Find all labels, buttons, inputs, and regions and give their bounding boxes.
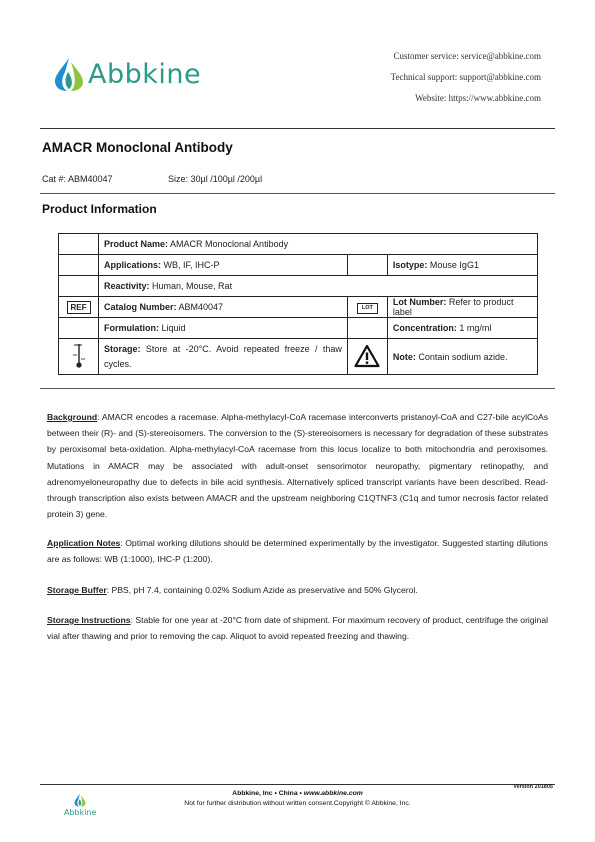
storage-buffer-paragraph xyxy=(47,582,548,598)
droplet-logo-icon xyxy=(73,793,87,807)
table-row xyxy=(59,255,538,276)
empty-icon-cell xyxy=(59,234,99,255)
background-label: Background xyxy=(47,412,98,422)
footer-copyright: Not for further distribution without written consent.Copyright © Abbkine, Inc. xyxy=(184,800,411,807)
note-cell: Note: Contain sodium azide. xyxy=(387,339,537,375)
ref-icon: REF xyxy=(67,301,91,314)
droplet-logo-icon xyxy=(52,56,86,92)
background-paragraph xyxy=(47,409,548,522)
table-row xyxy=(59,276,538,297)
empty-icon-cell xyxy=(59,318,99,339)
footer-logo-text: Abbkine xyxy=(64,808,97,817)
catalog-line xyxy=(42,174,263,184)
application-notes-paragraph xyxy=(47,535,548,567)
product-size: Size: 30µl /100µl /200µl xyxy=(168,174,263,184)
table-divider xyxy=(40,388,555,389)
storage-cell: Storage: Store at -20°C. Avoid repeated freeze / thaw cycles. xyxy=(99,339,348,375)
footer-divider xyxy=(40,784,555,785)
page-header xyxy=(0,0,595,130)
empty-icon-cell xyxy=(347,318,387,339)
table-row xyxy=(59,339,538,375)
product-info-table xyxy=(58,233,538,375)
application-notes-text: : Optimal working dilutions should be determined experimentally by the investigator. Suggested starting dilutions are as follows: WB (1:1000), IHC-P (1:200). xyxy=(47,538,548,565)
isotype-cell: Isotype: Mouse IgG1 xyxy=(387,255,537,276)
thermometer-icon xyxy=(71,341,87,371)
table-row xyxy=(59,318,538,339)
title-divider xyxy=(40,193,555,194)
header-divider xyxy=(40,128,555,129)
storage-buffer-label: Storage Buffer xyxy=(47,585,107,595)
application-notes-label: Application Notes xyxy=(47,538,121,548)
lot-icon: LOT xyxy=(357,303,378,314)
website-line: Website: https://www.abbkine.com xyxy=(415,93,541,103)
empty-icon-cell xyxy=(347,255,387,276)
table-row xyxy=(59,234,538,255)
storage-instructions-label: Storage Instructions xyxy=(47,615,131,625)
applications-cell: Applications: WB, IF, IHC-P xyxy=(99,255,348,276)
logo-text: Abbkine xyxy=(88,58,202,90)
section-title: Product Information xyxy=(42,202,157,216)
customer-service-line: Customer service: service@abbkine.com xyxy=(393,51,541,61)
concentration-cell: Concentration: 1 mg/ml xyxy=(387,318,537,339)
lot-number-cell: Lot Number: Refer to product label xyxy=(387,297,537,318)
warning-icon xyxy=(354,344,380,368)
table-row xyxy=(59,297,538,318)
catalog-number: Cat #: ABM40047 xyxy=(42,174,113,184)
empty-icon-cell xyxy=(59,276,99,297)
reactivity-cell: Reactivity: Human, Mouse, Rat xyxy=(99,276,538,297)
thermometer-icon-cell xyxy=(59,339,99,375)
background-text: : AMACR encodes a racemase. Alpha-methylacyl-CoA racemase interconverts pristanoyl-CoA and C27-bile acylCoAs between their (R)- and (S)-stereoisomers. The conversion to the (S)-stereoisomers is necessary for degradation of these substrates by peroxisomal beta-oxidation. Alpha-methylacyl-CoA racemase from this locus localize to both mitochondria and peroxisomes. Mutations in AMACR may be associated with adult-onset sensorimotor neuropathy, pigmentary retinopathy, and adrenomyeloneuropathy due to defects in bile acid synthesis. Alternatively spliced transcript variants have been described. Read-through transcription also exists between AMACR and the upstream neighboring C1QTNF3 (C1q and tumor necrosis factor related protein 3) gene. xyxy=(47,412,548,520)
empty-icon-cell xyxy=(59,255,99,276)
contact-info xyxy=(391,50,541,113)
technical-support-line: Technical support: support@abbkine.com xyxy=(390,72,541,82)
version-label: Version 201805 xyxy=(513,784,553,790)
abbkine-logo xyxy=(52,56,201,92)
storage-instructions-paragraph xyxy=(47,612,548,644)
storage-buffer-text: : PBS, pH 7.4, containing 0.02% Sodium Azide as preservative and 50% Glycerol. xyxy=(106,585,418,595)
footer-logo xyxy=(64,793,96,817)
product-title: AMACR Monoclonal Antibody xyxy=(42,140,233,155)
lot-icon-cell xyxy=(347,297,387,318)
storage-instructions-text: : Stable for one year at -20°C from date of shipment. For maximum recovery of product, centrifuge the original vial after thawing and prior to removing the cap. Aliquot to avoid repeated freezing and thawing. xyxy=(47,615,549,642)
formulation-cell: Formulation: Liquid xyxy=(99,318,348,339)
catalog-number-cell: Catalog Number: ABM40047 xyxy=(99,297,348,318)
footer-website: www.abbkine.com xyxy=(303,790,363,797)
footer-company-line: Abbkine, Inc • China • www.abbkine.com xyxy=(232,790,363,797)
product-name-cell: Product Name: AMACR Monoclonal Antibody xyxy=(99,234,538,255)
ref-icon-cell xyxy=(59,297,99,318)
warning-icon-cell xyxy=(347,339,387,375)
